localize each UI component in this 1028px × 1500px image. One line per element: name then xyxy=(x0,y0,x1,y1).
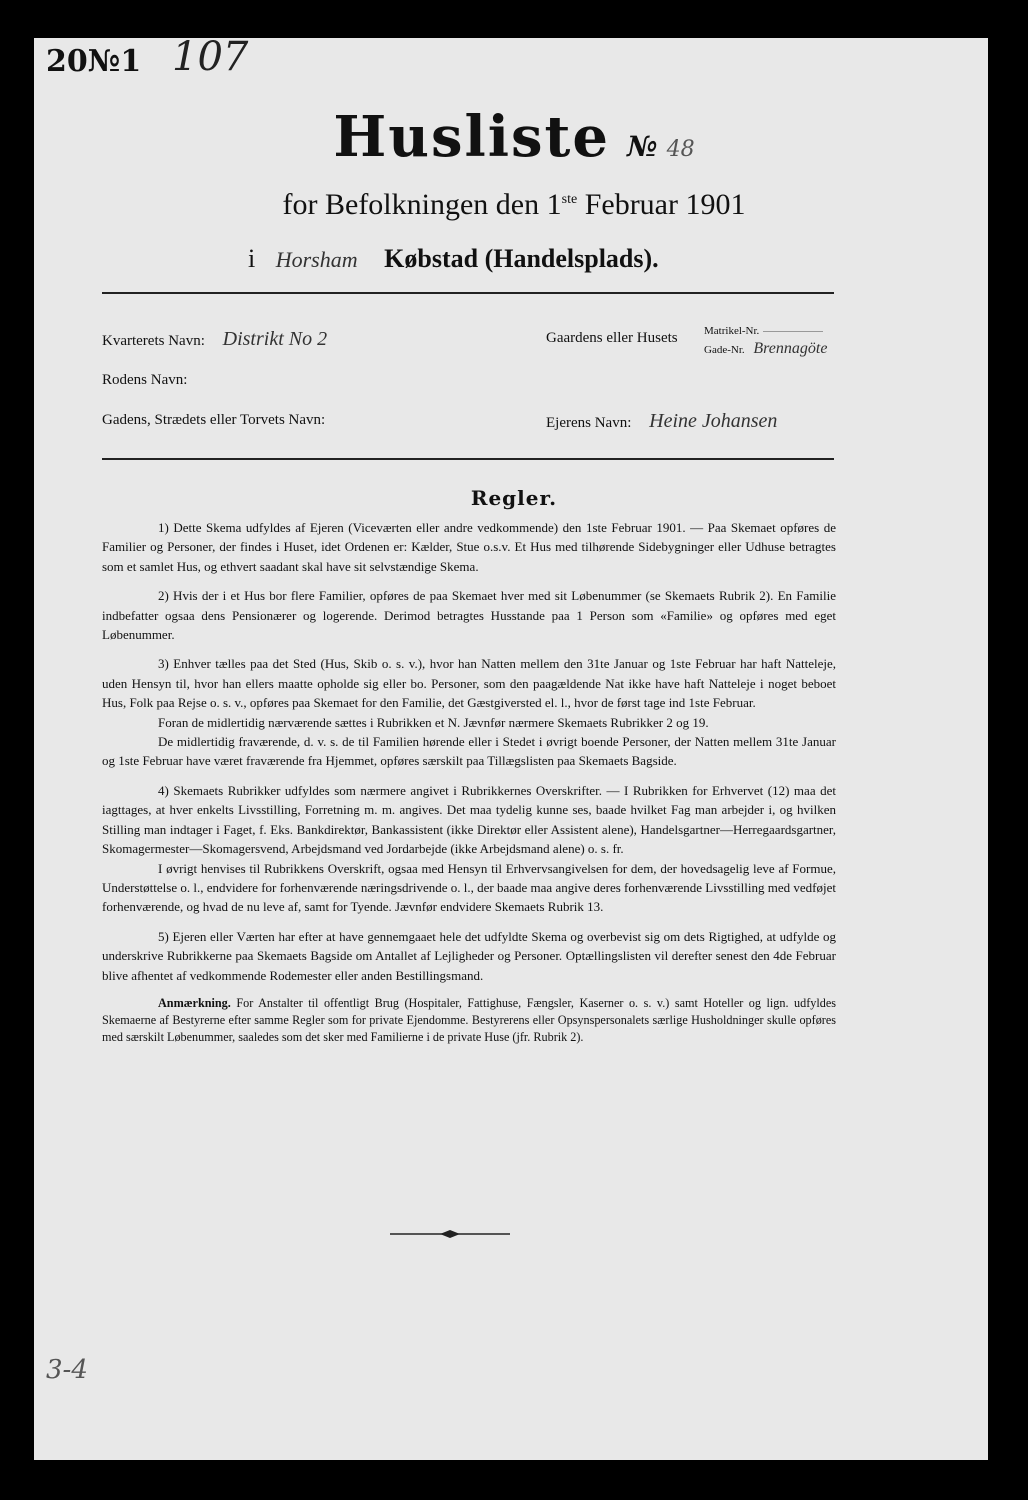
ejer-field xyxy=(546,410,777,433)
matrikel-line xyxy=(704,322,827,340)
top-divider xyxy=(102,292,834,294)
rule-3-note-n: Foran de midlertidig nærværende sættes i Rubrikken et N. Jævnfør nærmere Skemaets Rubrikker 2 og 19. xyxy=(158,714,709,730)
ejer-value: Heine Johansen xyxy=(649,410,778,432)
gade-field xyxy=(102,412,325,429)
bottom-divider xyxy=(102,458,834,460)
rule-3: 3) Enhver tælles paa det Sted (Hus, Skib o. s. v.), hvor han Natten mellem den 31te Januar og 1ste Februar har haft Natteleje, uden Hensyn til, hvor han ellers maatte opholde sig eller bo. Personer, som den paagældende Nat ikke have haft Natteleje i noget beboet Hus, Folk paa Rejse o. s. v., opføres paa Skemaet for den Familie, det Gæstgiversted el. l., hvor de først tage ind 1ste Februar. xyxy=(102,656,836,711)
note-text: For Anstalter til offentligt Brug (Hospitaler, Fattighuse, Fængsler, Kaserner o. s. v.) samt Hoteller og lign. udfyldes Skemaerne af Bestyrerne efter samme Regler som for private Ejendomme. Bestyrerens eller Opsynspersonalets særlige Husholdninger skulle opføres med særskilt Løbenummer, saaledes som det sker med Familierne i de private Huse (jfr. Rubrik 2). xyxy=(102,995,836,1044)
rule-3-absent: De midlertidig fraværende, d. v. s. de til Familien hørende eller i Stedet i øvrigt boende Personer, der Natten mellem 31te Januar og 1ste Februar have været fraværende fra Hjemmet, opføres særskilt paa Tillægslisten paa Skemaets Bagside. xyxy=(102,734,836,769)
title-row xyxy=(0,104,1028,170)
matrikel-blank xyxy=(763,331,823,332)
kvarter-label: Kvarterets Navn: xyxy=(102,333,205,349)
rule-4: 4) Skemaets Rubrikker udfyldes som nærmere angivet i Rubrikkernes Overskrifter. — I Rubrikken for Erhvervet (12) maa det iagttages, at hver enkelts Livsstilling, Forretning m. m. angives. Det maa tydelig kunne ses, baade hvilket Fag man arbejder i, og hvilken Stilling man indtager i Faget, f. Eks. Bankdirektør, Bankassistent (ikke Direktør eller Assistent alene), Handelsgartner—Herregaardsgartner, Skomagermester—Skomagersvend, Arbejdsmand ved Jordarbejde (ikke Arbejdsmand alene) o. s. fr. xyxy=(102,782,836,857)
rules-section xyxy=(102,518,836,1056)
place-type-rest: (Handelsplads). xyxy=(484,244,659,273)
place-type-bold: Købstad xyxy=(384,244,479,273)
corner-number: 20№1 xyxy=(46,44,142,79)
regler-title: Regler. xyxy=(470,486,558,510)
bottom-handwriting: 3-4 xyxy=(46,1355,88,1385)
title-number-sign: № xyxy=(627,130,658,163)
roden-field xyxy=(102,372,187,389)
place-prefix: i xyxy=(248,244,256,273)
rule-4-cont: I øvrigt henvises til Rubrikkens Overskrift, ogsaa med Hensyn til Erhvervsangivelsen for dem, der hovedsagelig leve af Formue, Understøttelse o. l., endvidere for forhenværende næringsdrivende o. l., der baade maa angive deres forhenværende Livsstilling med vedføjet forhenværende, og hvad de nu leve af, samt for Tyende. Jævnfør endvidere Skemaets Rubrik 13. xyxy=(102,860,836,915)
gade-label: Gadens, Strædets eller Torvets Navn: xyxy=(102,412,326,428)
subtitle-pre: for Befolkningen den 1 xyxy=(282,188,562,221)
rule-5: 5) Ejeren eller Værten har efter at have gennemgaaet hele det udfyldte Skema og overbevist sig om dets Rigtighed, at udfylde og underskrive Rubrikkerne paa Skemaets Bagside om Antallet af Lejligheder og Personer. Optællingslisten vil derefter senest den 4de Februar blive afhentet af vedkommende Rodemester eller anden Bestillingsmand. xyxy=(102,928,836,983)
gaard-label: Gaardens eller Husets xyxy=(546,330,678,346)
place-row xyxy=(248,244,659,274)
gade-nr-label: Gade-Nr. xyxy=(704,344,745,356)
anmaerkning xyxy=(102,995,836,1046)
gade-nr-line xyxy=(704,340,827,359)
corner-handwriting: 107 xyxy=(172,34,249,80)
gade-nr-value: Brennagöte xyxy=(753,340,828,357)
rule-1: 1) Dette Skema udfyldes af Ejeren (Viceværten eller andre vedkommende) den 1ste Februar 1901. — Paa Skemaet opføres de Familier og Personer, der findes i Huset, idet Ordenen er: Kælder, Stue o.s.v. Et Hus med tilhørende Sidebygninger eller Udhuse betragtes som et samlet Hus, og ethvert saadant skal have sit selvstændige Skema. xyxy=(102,520,836,574)
gaard-field xyxy=(546,330,678,347)
matrikel-block xyxy=(704,322,827,359)
kvarter-value: Distrikt No 2 xyxy=(222,328,328,350)
ejer-label: Ejerens Navn: xyxy=(546,415,632,431)
matrikel-label: Matrikel-Nr. xyxy=(704,325,760,337)
note-label: Anmærkning. xyxy=(158,995,231,1010)
subtitle-sup: ste xyxy=(561,192,578,207)
subtitle xyxy=(0,188,1028,222)
kvarter-field xyxy=(102,328,327,351)
flourish-ornament xyxy=(390,1228,510,1240)
rule-2: 2) Hvis der i et Hus bor flere Familier, opføres de paa Skemaet hver med sit Løbenummer (se Skemaets Rubrik 2). En Familie indbefatter ogsaa dens Pensionærer og logerende. Derimod betragtes Husstande paa 1 Person som «Familie» og opføres med eget Løbenummer. xyxy=(102,588,836,643)
subtitle-post: Februar 1901 xyxy=(577,188,746,221)
town-handwriting: Horsham xyxy=(275,247,358,272)
roden-label: Rodens Navn: xyxy=(102,372,188,388)
title-number-handwriting: 48 xyxy=(666,137,695,162)
page-title: Husliste xyxy=(333,104,611,170)
